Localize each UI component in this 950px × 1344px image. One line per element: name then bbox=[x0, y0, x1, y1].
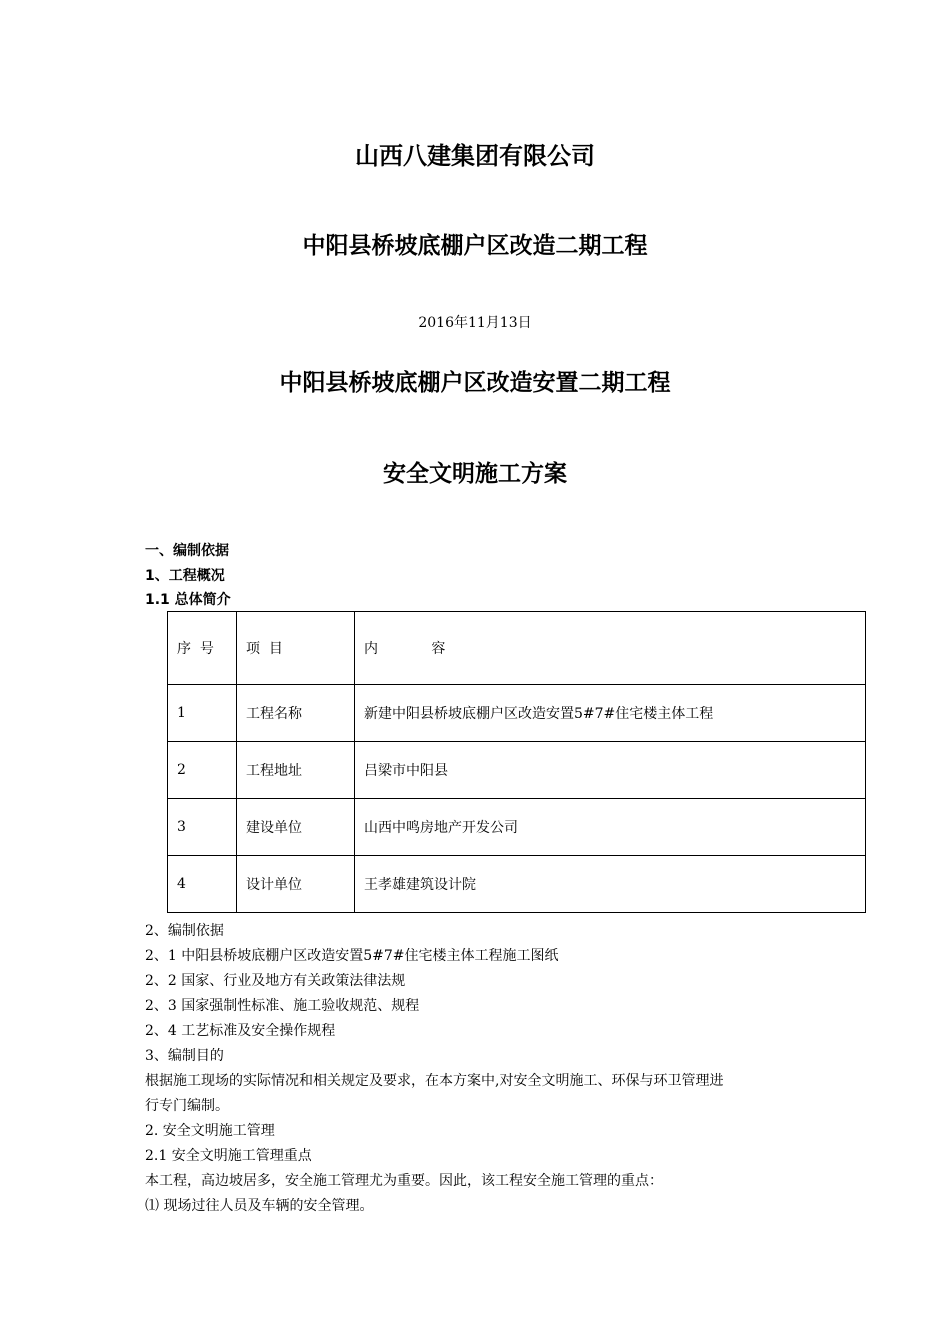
table-row bbox=[168, 799, 866, 856]
table-row bbox=[168, 742, 866, 799]
table-cell: 4 bbox=[168, 856, 237, 913]
project-overview-table bbox=[167, 611, 866, 913]
table-cell: 设计单位 bbox=[237, 856, 355, 913]
body-line: ⑴ 现场过往人员及车辆的安全管理。 bbox=[145, 1198, 374, 1214]
table-row bbox=[168, 856, 866, 913]
section-heading-basis: 一、编制依据 bbox=[145, 543, 229, 559]
company-name: 山西八建集团有限公司 bbox=[355, 142, 595, 170]
table-cell: 王孝雄建筑设计院 bbox=[355, 856, 866, 913]
body-line: 3、编制目的 bbox=[145, 1048, 224, 1064]
body-line: 本工程，高边坡居多，安全施工管理尤为重要。因此，该工程安全施工管理的重点： bbox=[145, 1173, 663, 1189]
table-cell: 工程名称 bbox=[237, 685, 355, 742]
project-title: 中阳县桥坡底棚户区改造二期工程 bbox=[302, 233, 648, 259]
project-full-title: 中阳县桥坡底棚户区改造安置二期工程 bbox=[279, 370, 671, 396]
document-date: 2016年11月13日 bbox=[418, 315, 532, 331]
plan-title: 安全文明施工方案 bbox=[383, 461, 567, 487]
body-line: 2. 安全文明施工管理 bbox=[145, 1123, 275, 1139]
table-cell: 1 bbox=[168, 685, 237, 742]
section-heading-overview: 1、工程概况 bbox=[145, 568, 225, 584]
table-header-cell: 项 目 bbox=[237, 612, 355, 685]
table-cell: 山西中鸣房地产开发公司 bbox=[355, 799, 866, 856]
table-row bbox=[168, 685, 866, 742]
table-cell: 工程地址 bbox=[237, 742, 355, 799]
section-heading-summary: 1.1 总体简介 bbox=[145, 592, 231, 608]
body-line: 2、编制依据 bbox=[145, 923, 224, 939]
body-line: 根据施工现场的实际情况和相关规定及要求，在本方案中,对安全文明施工、环保与环卫管理进 bbox=[145, 1073, 724, 1089]
body-line: 2、2 国家、行业及地方有关政策法律法规 bbox=[145, 973, 406, 989]
table-header-cell: 序 号 bbox=[168, 612, 237, 685]
table-header-row bbox=[168, 612, 866, 685]
table-cell: 新建中阳县桥坡底棚户区改造安置5#7#住宅楼主体工程 bbox=[355, 685, 866, 742]
table-cell: 3 bbox=[168, 799, 237, 856]
body-line: 2、3 国家强制性标准、施工验收规范、规程 bbox=[145, 998, 420, 1014]
table-cell: 2 bbox=[168, 742, 237, 799]
body-line: 行专门编制。 bbox=[145, 1098, 229, 1114]
body-line: 2、1 中阳县桥坡底棚户区改造安置5#7#住宅楼主体工程施工图纸 bbox=[145, 948, 559, 964]
table-cell: 建设单位 bbox=[237, 799, 355, 856]
body-line: 2.1 安全文明施工管理重点 bbox=[145, 1148, 312, 1164]
body-line: 2、4 工艺标准及安全操作规程 bbox=[145, 1023, 336, 1039]
table-cell: 吕梁市中阳县 bbox=[355, 742, 866, 799]
table-header-cell: 内 容 bbox=[355, 612, 866, 685]
